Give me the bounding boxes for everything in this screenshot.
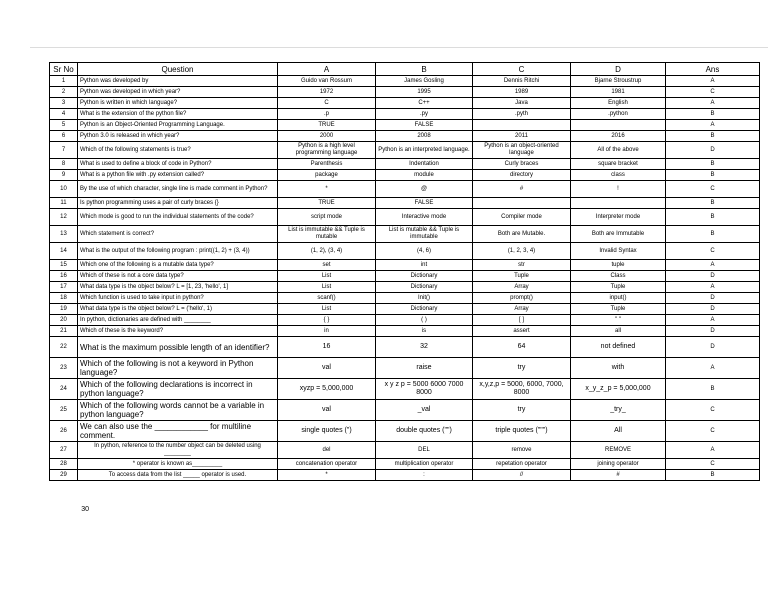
option-c-cell: //: [473, 470, 571, 481]
question-cell: Python was developed in which year?: [78, 87, 278, 98]
answer-cell: B: [666, 198, 760, 209]
answer-cell: B: [666, 159, 760, 170]
table-row: [50, 209, 760, 226]
option-c-cell: [473, 198, 571, 209]
option-d-cell: class: [571, 170, 666, 181]
row-number: 26: [50, 421, 78, 442]
option-d-cell: All: [571, 421, 666, 442]
option-b-cell: James Gosling: [376, 76, 473, 87]
option-a-cell: 1972: [278, 87, 376, 98]
question-cell: What is the maximum possible length of an identifier?: [78, 337, 278, 358]
table-row: [50, 181, 760, 198]
question-cell: By the use of which character, single line is made comment in Python?: [78, 181, 278, 198]
option-b-cell: C++: [376, 98, 473, 109]
option-a-cell: del: [278, 442, 376, 459]
option-c-cell: triple quotes ("""): [473, 421, 571, 442]
option-a-cell: .p: [278, 109, 376, 120]
row-number: 20: [50, 315, 78, 326]
option-a-cell: val: [278, 358, 376, 379]
question-cell: Python 3.0 is released in which year?: [78, 131, 278, 142]
option-d-cell: All of the above: [571, 142, 666, 159]
table-row: [50, 379, 760, 400]
answer-cell: A: [666, 260, 760, 271]
option-a-cell: List: [278, 282, 376, 293]
option-a-cell: { }: [278, 315, 376, 326]
row-number: 2: [50, 87, 78, 98]
option-a-cell: script mode: [278, 209, 376, 226]
table-row: [50, 142, 760, 159]
question-cell: Python was developed by: [78, 76, 278, 87]
option-a-cell: TRUE: [278, 120, 376, 131]
row-number: 10: [50, 181, 78, 198]
table-row: [50, 459, 760, 470]
option-c-cell: #: [473, 181, 571, 198]
option-c-cell: prompt(): [473, 293, 571, 304]
option-a-cell: (1, 2), (3, 4): [278, 243, 376, 260]
table-row: [50, 282, 760, 293]
option-d-cell: Tuple: [571, 282, 666, 293]
table-row: [50, 271, 760, 282]
row-number: 21: [50, 326, 78, 337]
row-number: 6: [50, 131, 78, 142]
option-a-cell: set: [278, 260, 376, 271]
option-a-cell: List is immutable && Tuple is mutable: [278, 226, 376, 243]
option-b-cell: is: [376, 326, 473, 337]
option-a-cell: xyzp = 5,000,000: [278, 379, 376, 400]
table-row: [50, 358, 760, 379]
question-cell: Which statement is correct?: [78, 226, 278, 243]
option-b-cell: Indentation: [376, 159, 473, 170]
table-row: [50, 170, 760, 181]
header-a: A: [278, 63, 376, 76]
option-d-cell: tuple: [571, 260, 666, 271]
question-cell: Which of these is the keyword?: [78, 326, 278, 337]
option-b-cell: Dictionary: [376, 271, 473, 282]
row-number: 7: [50, 142, 78, 159]
table-row: [50, 120, 760, 131]
quiz-table: [49, 62, 760, 481]
option-d-cell: " ": [571, 315, 666, 326]
option-d-cell: !: [571, 181, 666, 198]
row-number: 4: [50, 109, 78, 120]
answer-cell: B: [666, 470, 760, 481]
table-row: [50, 442, 760, 459]
option-b-cell: _val: [376, 400, 473, 421]
header-question: Question: [78, 63, 278, 76]
question-cell: What is used to define a block of code in Python?: [78, 159, 278, 170]
header-d: D: [571, 63, 666, 76]
row-number: 15: [50, 260, 78, 271]
question-cell: What is a python file with .py extension called?: [78, 170, 278, 181]
option-a-cell: scanf(): [278, 293, 376, 304]
answer-cell: B: [666, 170, 760, 181]
option-d-cell: Tuple: [571, 304, 666, 315]
option-a-cell: single quotes ("): [278, 421, 376, 442]
option-c-cell: x,y,z,p = 5000, 6000, 7000, 8000: [473, 379, 571, 400]
option-c-cell: directory: [473, 170, 571, 181]
answer-cell: B: [666, 109, 760, 120]
option-b-cell: Python is an interpreted language.: [376, 142, 473, 159]
answer-cell: C: [666, 400, 760, 421]
question-cell: Which of the following statements is true?: [78, 142, 278, 159]
question-cell: What is the extension of the python file?: [78, 109, 278, 120]
row-number: 29: [50, 470, 78, 481]
table-row: [50, 304, 760, 315]
option-c-cell: try: [473, 358, 571, 379]
option-a-cell: package: [278, 170, 376, 181]
option-a-cell: Guido van Rossum: [278, 76, 376, 87]
row-number: 3: [50, 98, 78, 109]
answer-cell: D: [666, 293, 760, 304]
row-number: 22: [50, 337, 78, 358]
option-c-cell: 2011: [473, 131, 571, 142]
option-c-cell: .pyth: [473, 109, 571, 120]
table-row: [50, 87, 760, 98]
answer-cell: A: [666, 98, 760, 109]
option-c-cell: remove: [473, 442, 571, 459]
answer-cell: C: [666, 181, 760, 198]
option-c-cell: try: [473, 400, 571, 421]
question-cell: We can also use the ____________ for multiline comment.: [78, 421, 278, 442]
table-row: [50, 159, 760, 170]
table-row: [50, 337, 760, 358]
option-d-cell: joining operator: [571, 459, 666, 470]
question-cell: Which mode is good to run the individual statements of the code?: [78, 209, 278, 226]
table-row: [50, 131, 760, 142]
answer-cell: D: [666, 271, 760, 282]
option-b-cell: multiplication operator: [376, 459, 473, 470]
option-a-cell: TRUE: [278, 198, 376, 209]
option-d-cell: Interpreter mode: [571, 209, 666, 226]
row-number: 19: [50, 304, 78, 315]
option-d-cell: input(): [571, 293, 666, 304]
row-number: 28: [50, 459, 78, 470]
row-number: 12: [50, 209, 78, 226]
option-d-cell: [571, 198, 666, 209]
answer-cell: B: [666, 226, 760, 243]
answer-cell: B: [666, 379, 760, 400]
table-row: [50, 226, 760, 243]
question-cell: Which one of the following is a mutable data type?: [78, 260, 278, 271]
option-d-cell: Both are Immutable: [571, 226, 666, 243]
row-number: 14: [50, 243, 78, 260]
option-b-cell: 32: [376, 337, 473, 358]
question-cell: Which of the following is not a keyword in Python language?: [78, 358, 278, 379]
option-d-cell: 2016: [571, 131, 666, 142]
option-c-cell: Python is an object-oriented language: [473, 142, 571, 159]
option-c-cell: [ ]: [473, 315, 571, 326]
option-a-cell: *: [278, 470, 376, 481]
option-c-cell: assert: [473, 326, 571, 337]
row-number: 11: [50, 198, 78, 209]
answer-cell: D: [666, 304, 760, 315]
option-c-cell: str: [473, 260, 571, 271]
table-body: [50, 76, 760, 481]
question-cell: In python, reference to the number object can be deleted using ________: [78, 442, 278, 459]
answer-cell: A: [666, 358, 760, 379]
option-b-cell: 2008: [376, 131, 473, 142]
option-c-cell: [473, 120, 571, 131]
answer-cell: D: [666, 142, 760, 159]
table-row: [50, 421, 760, 442]
table-row: [50, 98, 760, 109]
option-b-cell: Interactive mode: [376, 209, 473, 226]
option-d-cell: square bracket: [571, 159, 666, 170]
question-cell: Which of these is not a core data type?: [78, 271, 278, 282]
table-row: [50, 400, 760, 421]
row-number: 27: [50, 442, 78, 459]
header-srno: Sr No: [50, 63, 78, 76]
option-b-cell: x y z p = 5000 6000 7000 8000: [376, 379, 473, 400]
table-row: [50, 315, 760, 326]
option-d-cell: .python: [571, 109, 666, 120]
option-c-cell: 1989: [473, 87, 571, 98]
question-cell: What data type is the object below? L = ('hello', 1): [78, 304, 278, 315]
question-cell: Python is an Object-Oriented Programming Language.: [78, 120, 278, 131]
row-number: 24: [50, 379, 78, 400]
question-cell: Which function is used to take input in python?: [78, 293, 278, 304]
option-b-cell: List is mutable && Tuple is immutable: [376, 226, 473, 243]
option-d-cell: 1981: [571, 87, 666, 98]
question-cell: What is the output of the following program : print((1, 2) + (3, 4)): [78, 243, 278, 260]
header-b: B: [376, 63, 473, 76]
option-c-cell: Array: [473, 304, 571, 315]
question-cell: Is python programming uses a pair of curly braces {}: [78, 198, 278, 209]
table-row: [50, 109, 760, 120]
answer-cell: A: [666, 315, 760, 326]
option-a-cell: *: [278, 181, 376, 198]
answer-cell: A: [666, 442, 760, 459]
option-b-cell: double quotes (""): [376, 421, 473, 442]
row-number: 8: [50, 159, 78, 170]
answer-cell: A: [666, 120, 760, 131]
table-row: [50, 293, 760, 304]
option-d-cell: REMOVE: [571, 442, 666, 459]
header-ans: Ans: [666, 63, 760, 76]
option-c-cell: Dennis Ritchi: [473, 76, 571, 87]
answer-cell: C: [666, 243, 760, 260]
option-d-cell: not defined: [571, 337, 666, 358]
option-d-cell: _try_: [571, 400, 666, 421]
option-a-cell: 16: [278, 337, 376, 358]
table-row: [50, 243, 760, 260]
option-c-cell: Java: [473, 98, 571, 109]
option-d-cell: with: [571, 358, 666, 379]
option-b-cell: DEL: [376, 442, 473, 459]
question-cell: Python is written in which language?: [78, 98, 278, 109]
answer-cell: B: [666, 209, 760, 226]
option-c-cell: Array: [473, 282, 571, 293]
trailing-row-number: 30: [81, 506, 89, 513]
option-c-cell: Both are Mutable.: [473, 226, 571, 243]
table-row: [50, 470, 760, 481]
option-b-cell: FALSE: [376, 198, 473, 209]
answer-cell: C: [666, 87, 760, 98]
option-b-cell: int: [376, 260, 473, 271]
row-number: 13: [50, 226, 78, 243]
option-d-cell: Class: [571, 271, 666, 282]
option-a-cell: val: [278, 400, 376, 421]
option-c-cell: Compiler mode: [473, 209, 571, 226]
question-cell: In python, dictionaries are defined with ________: [78, 315, 278, 326]
option-a-cell: List: [278, 304, 376, 315]
table-row: [50, 326, 760, 337]
header-c: C: [473, 63, 571, 76]
option-a-cell: in: [278, 326, 376, 337]
option-b-cell: @: [376, 181, 473, 198]
option-d-cell: English: [571, 98, 666, 109]
option-b-cell: :: [376, 470, 473, 481]
answer-cell: B: [666, 131, 760, 142]
option-d-cell: Bjarne Stroustrup: [571, 76, 666, 87]
answer-cell: C: [666, 459, 760, 470]
row-number: 9: [50, 170, 78, 181]
option-b-cell: FALSE: [376, 120, 473, 131]
option-c-cell: repetation operator: [473, 459, 571, 470]
option-b-cell: raise: [376, 358, 473, 379]
answer-cell: D: [666, 337, 760, 358]
option-b-cell: module: [376, 170, 473, 181]
option-c-cell: (1, 2, 3, 4): [473, 243, 571, 260]
option-b-cell: Init(): [376, 293, 473, 304]
answer-cell: A: [666, 76, 760, 87]
option-c-cell: 64: [473, 337, 571, 358]
option-a-cell: C: [278, 98, 376, 109]
option-b-cell: 1995: [376, 87, 473, 98]
option-b-cell: ( ): [376, 315, 473, 326]
option-a-cell: Parenthesis: [278, 159, 376, 170]
option-a-cell: concatenation operator: [278, 459, 376, 470]
row-number: 18: [50, 293, 78, 304]
option-a-cell: Python is a high level programming language: [278, 142, 376, 159]
row-number: 16: [50, 271, 78, 282]
answer-cell: C: [666, 421, 760, 442]
header-row: [50, 63, 760, 76]
table-row: [50, 76, 760, 87]
option-a-cell: List: [278, 271, 376, 282]
option-d-cell: #: [571, 470, 666, 481]
option-b-cell: (4, 6): [376, 243, 473, 260]
option-b-cell: Dictionary: [376, 304, 473, 315]
question-cell: Which of the following declarations is incorrect in python language?: [78, 379, 278, 400]
answer-cell: D: [666, 326, 760, 337]
option-a-cell: 2000: [278, 131, 376, 142]
question-cell: What data type is the object below? L = [1, 23, 'hello', 1]: [78, 282, 278, 293]
option-d-cell: all: [571, 326, 666, 337]
empty-gridline-row: [30, 47, 768, 63]
option-d-cell: [571, 120, 666, 131]
answer-cell: A: [666, 282, 760, 293]
question-cell: * operator is known as_________: [78, 459, 278, 470]
option-d-cell: Invalid Syntax: [571, 243, 666, 260]
row-number: 17: [50, 282, 78, 293]
row-number: 25: [50, 400, 78, 421]
option-c-cell: Curly braces: [473, 159, 571, 170]
row-number: 23: [50, 358, 78, 379]
table-row: [50, 198, 760, 209]
option-c-cell: Tuple: [473, 271, 571, 282]
question-cell: Which of the following words cannot be a variable in python language?: [78, 400, 278, 421]
option-b-cell: Dictionary: [376, 282, 473, 293]
row-number: 5: [50, 120, 78, 131]
row-number: 1: [50, 76, 78, 87]
question-cell: To access data from the list _____ operator is used.: [78, 470, 278, 481]
option-d-cell: x_y_z_p = 5,000,000: [571, 379, 666, 400]
option-b-cell: .py: [376, 109, 473, 120]
table-row: [50, 260, 760, 271]
